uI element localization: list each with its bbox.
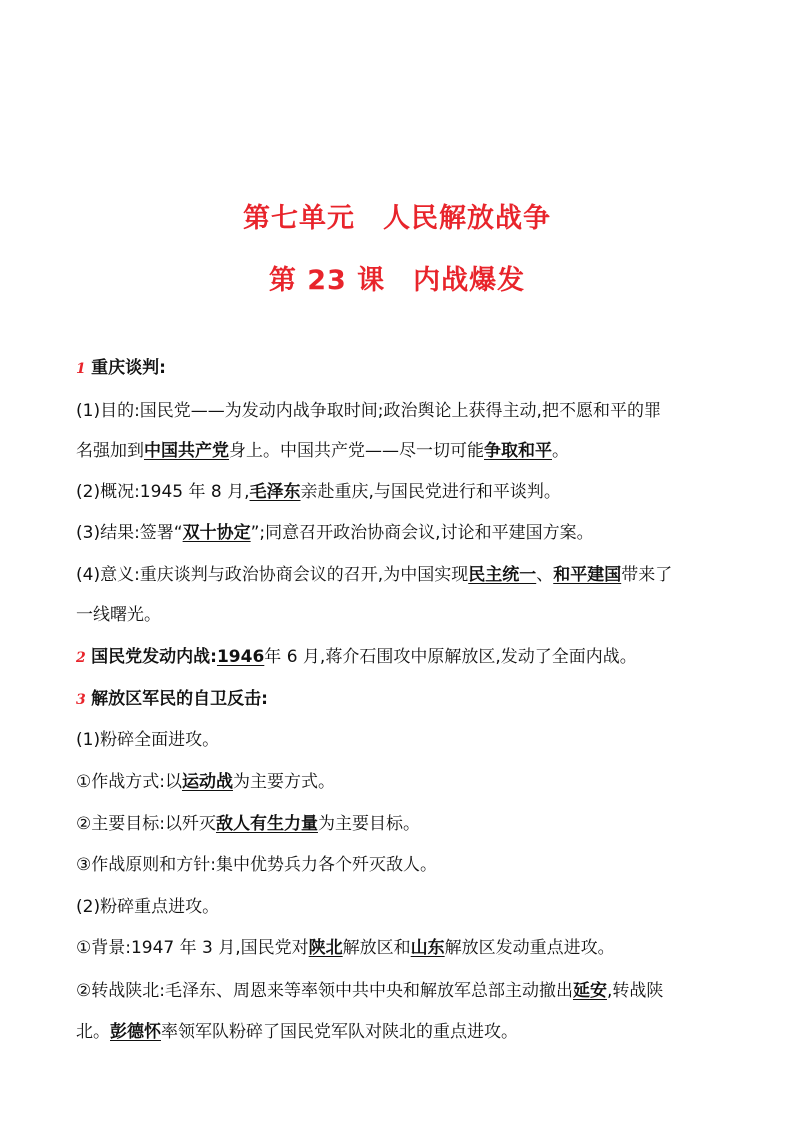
key-term: 运动战 [181, 772, 233, 792]
key-term: 彭德怀 [110, 1022, 161, 1042]
text: ③作战原则和方针:集中优势兵力各个歼灭敌人。 [76, 855, 437, 875]
subheading [76, 896, 726, 918]
text: ②转战陕北:毛泽东、周恩来等率领中共中央和解放军总部主动撤出 [76, 981, 573, 1001]
key-term: 山东 [410, 938, 445, 958]
subheading [76, 729, 726, 751]
text: 带来了 [621, 565, 673, 585]
key-term: 陕北 [308, 938, 343, 958]
section-3-heading [76, 688, 726, 711]
section-heading: 解放区军民的自卫反击: [91, 689, 268, 709]
key-term: 争取和平 [484, 441, 552, 461]
section-1-heading [76, 357, 726, 380]
section-heading: 国民党发动内战: [91, 647, 217, 667]
key-term: 毛泽东 [249, 482, 301, 502]
paragraph-line [76, 522, 726, 544]
text: (1)粉碎全面进攻。 [76, 730, 220, 750]
section-2-heading [76, 646, 726, 669]
paragraph-line [76, 604, 726, 626]
list-item [76, 937, 726, 959]
paragraph-line [76, 564, 726, 586]
text: 北。 [76, 1022, 110, 1042]
text: ②主要目标:以歼灭 [76, 814, 216, 834]
section-heading: 重庆谈判: [91, 358, 166, 378]
text: (3)结果:签署“ [76, 523, 183, 543]
key-term: 双十协定 [182, 523, 251, 543]
text: 为主要目标。 [317, 814, 420, 834]
text: ①背景:1947 年 3 月,国民党对 [76, 938, 309, 958]
text: 。 [552, 441, 569, 461]
lesson-title: 第 23 课 内战爆发 [268, 265, 526, 296]
text: 、 [536, 565, 554, 585]
text: 率领军队粉碎了国民党军队对陕北的重点进攻。 [161, 1022, 518, 1042]
text: (1)目的:国民党——为发动内战争取时间;政治舆论上获得主动,把不愿和平的罪 [76, 401, 661, 421]
list-item [76, 854, 726, 876]
key-term: 1946 [216, 647, 265, 667]
text: 亲赴重庆,与国民党进行和平谈判。 [300, 482, 561, 502]
text: 名强加到 [76, 441, 144, 461]
key-term: 延安 [572, 981, 607, 1001]
text: 年 6 月,蒋介石围攻中原解放区,发动了全面内战。 [264, 647, 637, 667]
list-item [76, 771, 726, 793]
text: ,转战陕 [606, 981, 664, 1001]
section-number: 2 [76, 650, 86, 666]
text: (2)粉碎重点进攻。 [76, 897, 220, 917]
text: 为主要方式。 [232, 772, 335, 792]
paragraph-line [76, 400, 726, 422]
paragraph-line [76, 440, 726, 462]
list-item [76, 1021, 726, 1043]
text: ①作战方式:以 [76, 772, 182, 792]
unit-title: 第七单元 人民解放战争 [243, 203, 551, 234]
text: (4)意义:重庆谈判与政治协商会议的召开,为中国实现 [76, 565, 469, 585]
section-number: 1 [76, 361, 86, 377]
text: 解放区发动重点进攻。 [444, 938, 615, 958]
text: 解放区和 [342, 938, 411, 958]
text: 身上。中国共产党——尽一切可能 [229, 441, 484, 461]
text: (2)概况:1945 年 8 月, [76, 482, 250, 502]
list-item [76, 980, 726, 1002]
key-term: 和平建国 [553, 565, 622, 585]
paragraph-line [76, 481, 726, 503]
key-term: 中国共产党 [144, 441, 229, 461]
key-term: 敌人有生力量 [215, 814, 318, 834]
text: 一线曙光。 [76, 605, 161, 625]
list-item [76, 813, 726, 835]
text: ”;同意召开政治协商会议,讨论和平建国方案。 [250, 523, 594, 543]
key-term: 民主统一 [468, 565, 537, 585]
section-number: 3 [76, 692, 86, 708]
